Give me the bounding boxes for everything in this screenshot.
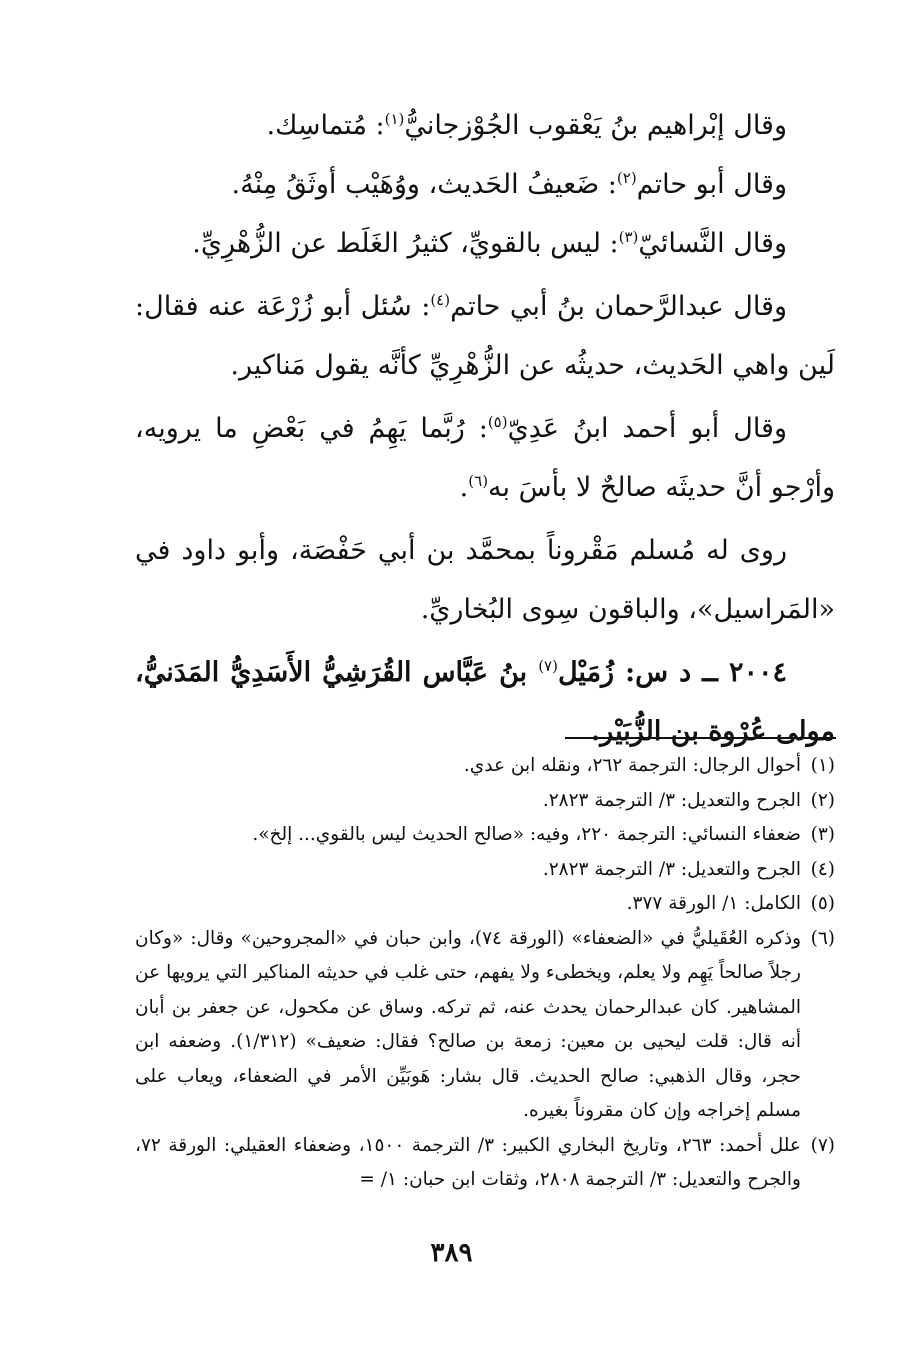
paragraph-text: وقال النَّسائيّ [638,228,787,259]
footnote-ref: (٢) [616,169,637,187]
footnote-text: الجرح والتعديل: ٣/ الترجمة ٢٨٢٣. [542,858,801,880]
paragraph-text: : رُبَّما يَهِمُ في بَعْضِ ما يرويه، وأرْجو أنَّ حديثَه صالحٌ لا بأسَ به [135,413,835,503]
paragraph-text: : ضَعيفُ الحَديث، ووُهَيْب أوثَقُ مِنْهُ. [231,169,617,200]
footnote-number: (٦) [810,927,835,949]
footnote-ref: (٦) [468,472,489,490]
entry-heading-text: بنُ عَبَّاس القُرَشِيُّ الأَسَدِيُّ المَدَنيُّ، مولى عُرْوة بن الزُّبَيْر. [135,657,835,747]
footnote-ref: (٤) [430,291,451,309]
footnote-separator [565,737,836,739]
paragraph-ibn-abi-hatim [135,277,835,395]
entry-heading-text: ٢٠٠٤ ــ د س: زُمَيْل [557,657,787,688]
footnote-text: الجرح والتعديل: ٣/ الترجمة ٢٨٢٣. [542,789,801,811]
footnote-text: الكامل: ١/ الورقة ٣٧٧. [626,893,801,914]
footnotes-section [135,749,835,1198]
footnote-number: (٤) [810,858,835,880]
footnote-2 [135,784,835,819]
footnote-number: (٣) [810,824,835,845]
main-text-body [135,96,835,761]
paragraph-text: : مُتماسِك. [266,110,385,141]
footnote-5 [135,887,835,922]
footnote-ref: (٧) [538,657,558,675]
paragraph-text: وقال إبْراهيم بنُ يَعْقوب الجُوْزجانيُّ [404,110,787,141]
paragraph-ibn-adi [135,399,835,517]
paragraph-text: وقال أبو حاتم [636,169,787,200]
footnote-3 [135,818,835,853]
footnote-number: (١) [810,755,835,776]
footnote-1 [135,749,835,784]
paragraph-text: . [459,472,469,503]
footnote-4 [135,853,835,888]
paragraph-text: : سُئل أبو زُرْعَة عنه فقال: لَين واهي الحَديث، حديثُه عن الزُّهْرِيِّ كأنَّه يقول مَناكير. [135,291,835,381]
footnote-text: وذكره العُقَيليُّ في «الضعفاء» (الورقة ٧٤)، وابن حبان في «المجروحين» وقال: «وكان رجلاً صالحاً يَهِم ولا يعلم، ويخطىء ولا يفهم، حتى غلب في حديثه المناكير التي يرويها عن المشاهير. كان عبدالرحمان يحدث عنه، ثم تركه. وساق عن مكحول، عن جعفر بن أبان أنه قال: قلت ليحيى بن معين: زمعة بن صالح؟ فقال: ضعيف» (١/٣١٢). وضعفه ابن حجر، وقال الذهبي: صالح الحديث. قال بشار: هَوبَيِّن الأمر في الضعفاء، ويعاب على مسلم إخراجه وإن كان مقروناً بغيره. [135,927,802,1121]
footnote-ref: (٣) [618,228,639,246]
paragraph-abu-hatim [135,155,835,214]
footnote-6 [135,922,835,1129]
paragraph-nasai [135,214,835,273]
paragraph-text: روى له مُسلم مَقْروناً بمحمَّد بن أبي حَفْصَة، وأبو داود في «المَراسيل»، والباقون سِوى البُخاريِّ. [135,535,835,625]
footnote-ref: (٥) [487,413,508,431]
paragraph-text: وقال أبو أحمد ابنُ عَدِيّ [507,413,787,444]
footnote-number: (٢) [810,789,835,811]
paragraph-text: : ليس بالقويِّ، كثيرُ الغَلَط عن الزُّهْرِيِّ. [192,228,619,259]
footnote-text: ضعفاء النسائي: الترجمة ٢٢٠، وفيه: «صالح الحديث ليس بالقوي... إلخ». [252,824,801,845]
entry-heading-2004 [135,643,835,761]
footnote-text: أحوال الرجال: الترجمة ٢٦٢، ونقله ابن عدي. [463,755,801,776]
footnote-7 [135,1129,835,1198]
paragraph-narrators [135,521,835,639]
footnote-ref: (١) [384,110,405,128]
page-number: ٣٨٩ [430,1238,473,1268]
footnote-number: (٥) [810,893,835,914]
paragraph-text: وقال عبدالرَّحمان بنُ أبي حاتم [450,291,787,322]
footnote-text: علل أحمد: ٢٦٣، وتاريخ البخاري الكبير: ٣/ الترجمة ١٥٠٠، وضعفاء العقيلي: الورقة ٧٢، والجرح والتعديل: ٣/ الترجمة ٢٨٠٨، وثقات ابن حبان: ١/ = [135,1134,801,1190]
footnote-number: (٧) [810,1134,835,1156]
paragraph-jawzajani [135,96,835,155]
